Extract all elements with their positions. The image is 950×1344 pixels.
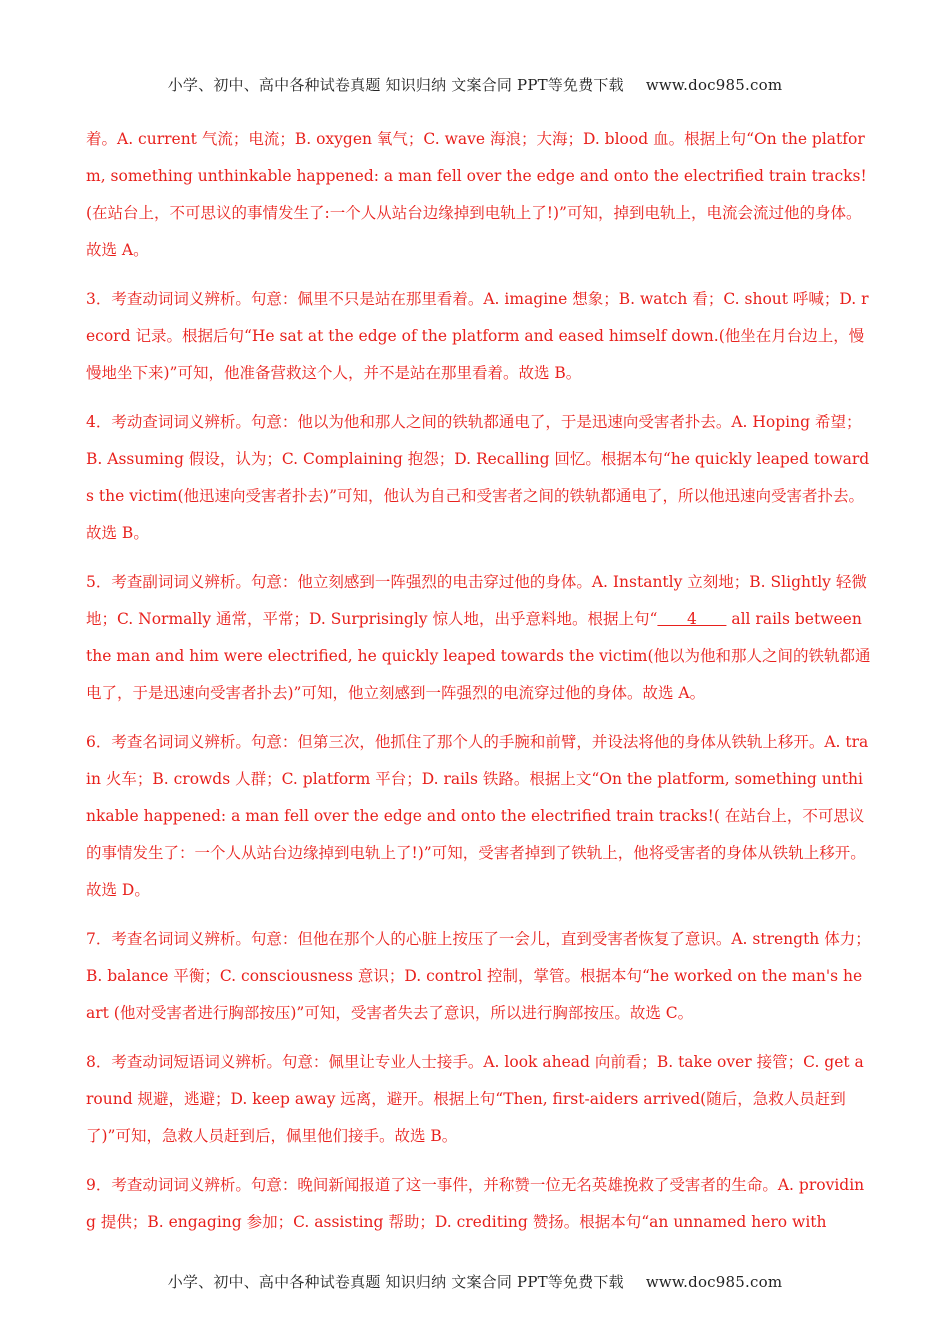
explanation-paragraph: 6．考查名词词义辨析。句意：但第三次，他抓住了那个人的手腕和前臂，并设法将他的身体从铁轨上移开。A. train 火车；B. crowds 人群；C. platform 平台；D. rails 铁路。根据上文“On the platform, something unthinkable happened: a man fell over the edge and onto the electrified train tracks!( 在站台上，不可思议的事情发生了：一个人从站台边缘掉到电轨上了!)”可知，受害者掉到了铁轨上，他将受害者的身体从铁轨上移开。故选 D。	[86, 733, 869, 899]
page-header	[0, 74, 950, 95]
explanation-paragraph: 4．考动查词词义辨析。句意：他以为他和那人之间的铁轨都通电了，于是迅速向受害者扑去。A. Hoping 希望；B. Assuming 假设，认为；C. Complaining 抱怨；D. Recalling 回忆。根据本句“he quickly leaped towards the victim(他迅速向受害者扑去)”可知，他认为自己和受害者之间的铁轨都通电了，所以他迅速向受害者扑去。故选 B。	[86, 413, 870, 542]
paragraph-text: 5．考查副词词义辨析。句意：他立刻感到一阵强烈的电击穿过他的身体。A. Instantly 立刻地；B. Slightly 轻微地；C. Normally 通常，平常；D. Surprisingly 惊人地，出乎意料地。根据上句“	[86, 573, 867, 628]
explanation-paragraph: 7．考查名词词义辨析。句意：但他在那个人的心脏上按压了一会儿，直到受害者恢复了意识。A. strength 体力；B. balance 平衡；C. consciousness 意识；D. control 控制，掌管。根据本句“he worked on the man's heart (他对受害者进行胸部按压)”可知，受害者失去了意识，所以进行胸部按压。故选 C。	[86, 930, 871, 1022]
header-text: 小学、初中、高中各种试卷真题 知识归纳 文案合同 PPT等免费下载	[167, 76, 624, 94]
explanation-paragraph: 9．考查动词词义辨析。句意：晚间新闻报道了这一事件，并称赞一位无名英雄挽救了受害者的生命。A. providing 提供；B. engaging 参加；C. assisting 帮助；D. crediting 赞扬。根据本句“an unnamed hero with	[86, 1176, 865, 1231]
explanation-paragraph	[86, 564, 871, 712]
page-footer	[0, 1271, 950, 1292]
footer-site-link[interactable]: www.doc985.com	[645, 1273, 783, 1291]
paragraph-text: all rails between the man and him were electrified, he quickly leaped towards the victim(他以为他和那人之间的铁轨都通电了，于是迅速向受害者扑去)”可知，他立刻感到一阵强烈的电流穿过他的身体。故选 A。	[86, 610, 871, 702]
explanation-paragraph: 8．考查动词短语词义辨析。句意：佩里让专业人士接手。A. look ahead 向前看；B. take over 接管；C. get around 规避，逃避；D. keep away 远离，避开。根据上句“Then, first-aiders arrived(随后，急救人员赶到了)”可知，急救人员赶到后，佩里他们接手。故选 B。	[86, 1053, 864, 1145]
explanation-paragraph: 3．考查动词词义辨析。句意：佩里不只是站在那里看着。A. imagine 想象；B. watch 看；C. shout 呼喊；D. record 记录。根据后句“He sat at the edge of the platform and eased himself down.(他坐在月台边上，慢慢地坐下来)”可知，他准备营救这个人，并不是站在那里看着。故选 B。	[86, 290, 869, 382]
explanation-paragraph: 着。A. current 气流；电流；B. oxygen 氧气；C. wave 海浪；大海；D. blood 血。根据上句“On the platform, something unthinkable happened: a man fell over the edge and onto the electrified train tracks! (在站台上，不可思议的事情发生了:一个人从站台边缘掉到电轨上了!)”可知，掉到电轨上，电流会流过他的身体。故选 A。	[86, 130, 867, 259]
answer-explanations	[86, 121, 871, 1253]
footer-text: 小学、初中、高中各种试卷真题 知识归纳 文案合同 PPT等免费下载	[167, 1273, 624, 1291]
fill-blank: 4	[657, 610, 727, 628]
header-site-link[interactable]: www.doc985.com	[645, 76, 783, 94]
